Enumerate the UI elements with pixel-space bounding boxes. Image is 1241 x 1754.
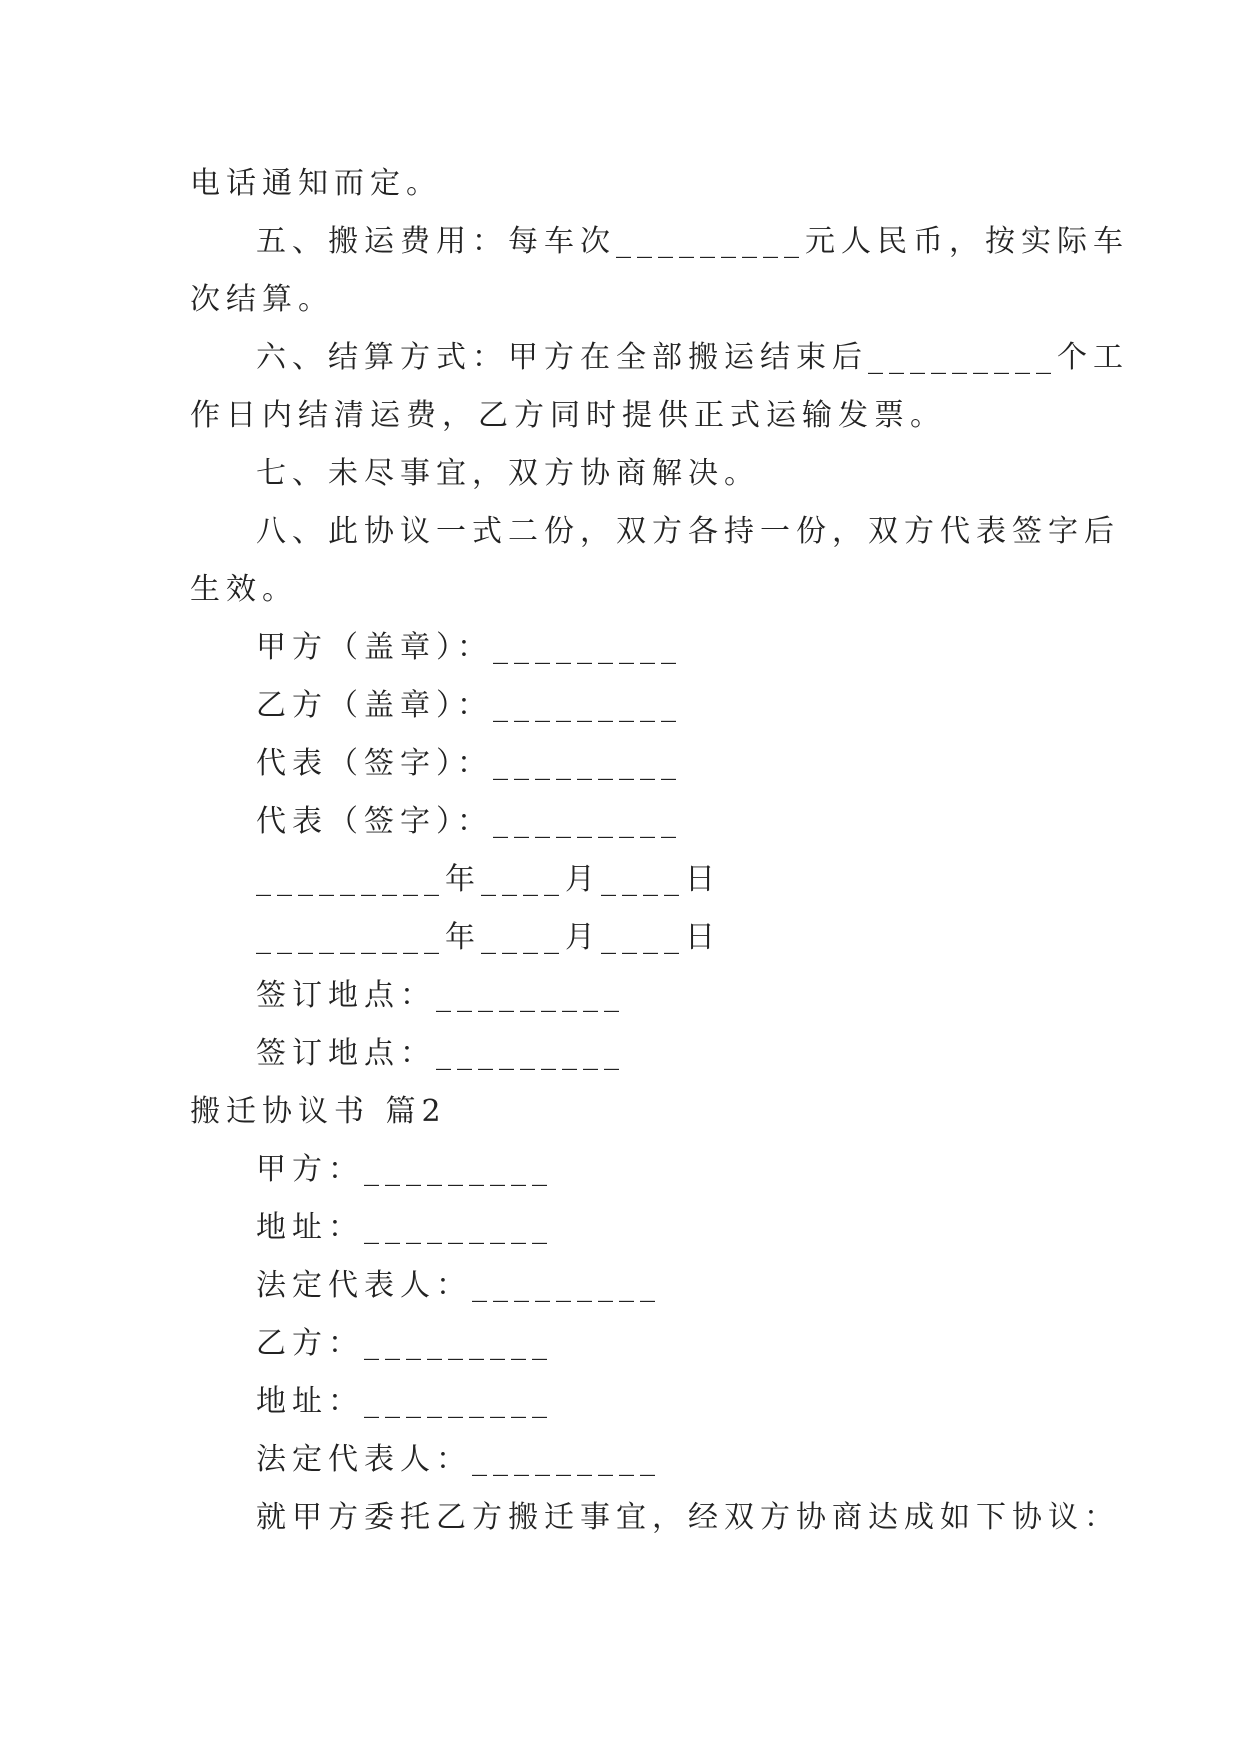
place-line: 签订地点：_________ xyxy=(256,1036,625,1071)
party-line: 甲方：_________ xyxy=(256,1152,553,1187)
signature-line: 乙方（盖章）：_________ xyxy=(256,688,682,723)
party-line: 地址：_________ xyxy=(256,1210,553,1245)
signature-line: 代表（签字）：_________ xyxy=(256,804,682,839)
text-line: 电话通知而定。 xyxy=(190,166,442,201)
signature-line: 甲方（盖章）：_________ xyxy=(256,630,682,665)
text-line: 七、未尽事宜，双方协商解决。 xyxy=(256,456,760,491)
text-line: 八、此协议一式二份，双方各持一份，双方代表签字后 xyxy=(256,514,1120,549)
signature-line: 代表（签字）：_________ xyxy=(256,746,682,781)
party-line: 法定代表人：_________ xyxy=(256,1268,661,1303)
text-line: 就甲方委托乙方搬迁事宜，经双方协商达成如下协议： xyxy=(256,1500,1120,1535)
party-line: 乙方：_________ xyxy=(256,1326,553,1361)
text-line: 六、结算方式：甲方在全部搬运结束后_________个工 xyxy=(256,340,1129,375)
party-line: 地址：_________ xyxy=(256,1384,553,1419)
place-line: 签订地点：_________ xyxy=(256,978,625,1013)
text-line: 五、搬运费用：每车次_________元人民币，按实际车 xyxy=(256,224,1129,259)
section-title: 搬迁协议书 篇2 xyxy=(190,1094,447,1129)
text-line: 作日内结清运费，乙方同时提供正式运输发票。 xyxy=(190,398,946,433)
text-line: 生效。 xyxy=(190,572,298,607)
date-line: _________年____月____日 xyxy=(256,920,721,955)
date-line: _________年____月____日 xyxy=(256,862,721,897)
text-line: 次结算。 xyxy=(190,282,334,317)
party-line: 法定代表人：_________ xyxy=(256,1442,661,1477)
